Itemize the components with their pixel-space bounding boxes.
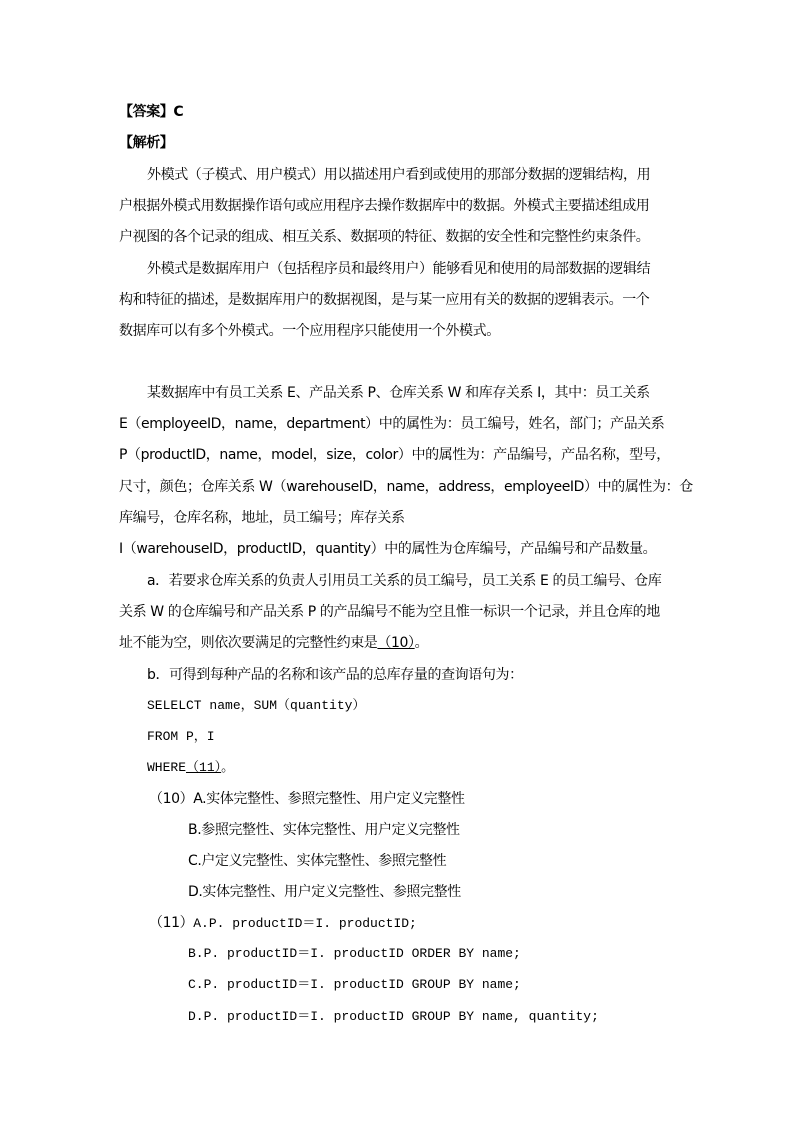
question-line: E（employeeID，name，department）中的属性为：员工编号，姓名，部门；产品关系 — [119, 416, 665, 432]
explanation-line: 外模式（子模式、用户模式）用以描述用户看到或使用的那部分数据的逻辑结构，用 — [147, 167, 651, 183]
answer-value: C — [173, 104, 184, 120]
explanation-line: 构和特征的描述，是数据库用户的数据视图，是与某一应用有关的数据的逻辑表示。一个 — [119, 292, 650, 308]
q10-option-a — [149, 790, 465, 808]
question-line — [119, 634, 428, 652]
sql-where — [147, 759, 234, 777]
explanation-line: 数据库可以有多个外模式。一个应用程序只能使用一个外模式。 — [119, 323, 500, 339]
option-text: A.实体完整性、参照完整性、用户定义完整性 — [193, 791, 465, 807]
q10-number: （10） — [149, 791, 194, 807]
sql-from: FROM P，I — [147, 729, 215, 744]
question-line: 尺寸，颜色；仓库关系 W（warehouseID，name，address，employeeID）中的属性为：仓 — [119, 479, 693, 495]
answer-label: 【答案】 — [119, 104, 174, 120]
blank-10: （10） — [377, 635, 415, 651]
q10-option-b: B.参照完整性、实体完整性、用户定义完整性 — [188, 822, 460, 838]
question-line: 库编号，仓库名称，地址，员工编号；库存关系 — [119, 510, 405, 526]
q11-option-d: D.P. productID＝I. productID GROUP BY name, quantity; — [188, 1009, 599, 1024]
question-line: b．可得到每种产品的名称和该产品的总库存量的查询语句为： — [147, 667, 523, 683]
explanation-line: 户视图的各个记录的组成、相互关系、数据项的特征、数据的安全性和完整性约束条件。 — [119, 229, 650, 245]
question-line: P（productID，name，model，size，color）中的属性为：产品编号，产品名称，型号， — [119, 447, 670, 463]
where-keyword: WHERE — [147, 760, 187, 775]
answer-line — [119, 103, 183, 121]
q10-option-c: C.户定义完整性、实体完整性、参照完整性 — [188, 853, 447, 869]
q11-option-c: C.P. productID＝I. productID GROUP BY name; — [188, 977, 521, 992]
question-line: a．若要求仓库关系的负责人引用员工关系的员工编号，员工关系 E 的员工编号、仓库 — [147, 573, 662, 589]
period: 。 — [414, 635, 429, 651]
q11-option-b: B.P. productID＝I. productID ORDER BY name; — [188, 946, 521, 961]
analysis-label: 【解析】 — [119, 135, 174, 151]
question-line: 关系 W 的仓库编号和产品关系 P 的产品编号不能为空且惟一标识一个记录，并且仓库的地 — [119, 604, 660, 620]
question-line: I（warehouseID，productID，quantity）中的属性为仓库编号，产品编号和产品数量。 — [119, 541, 657, 557]
q11-number: （11） — [149, 915, 194, 931]
question-line: 某数据库中有员工关系 E、产品关系 P、仓库关系 W 和库存关系 I，其中：员工关系 — [147, 385, 650, 401]
q11-option-a — [149, 914, 417, 932]
sql-select: SELELCT name，SUM（quantity） — [147, 698, 366, 713]
option-text: A.P. productID＝I. productID; — [193, 916, 417, 931]
explanation-line: 外模式是数据库用户（包括程序员和最终用户）能够看见和使用的局部数据的逻辑结 — [147, 261, 651, 277]
explanation-line: 户根据外模式用数据操作语句或应用程序去操作数据库中的数据。外模式主要描述组成用 — [119, 198, 650, 214]
period: 。 — [221, 760, 235, 775]
q10-option-d: D.实体完整性、用户定义完整性、参照完整性 — [188, 884, 461, 900]
blank-11: （11） — [186, 760, 222, 775]
question-text: 址不能为空，则依次要满足的完整性约束是 — [119, 635, 378, 651]
